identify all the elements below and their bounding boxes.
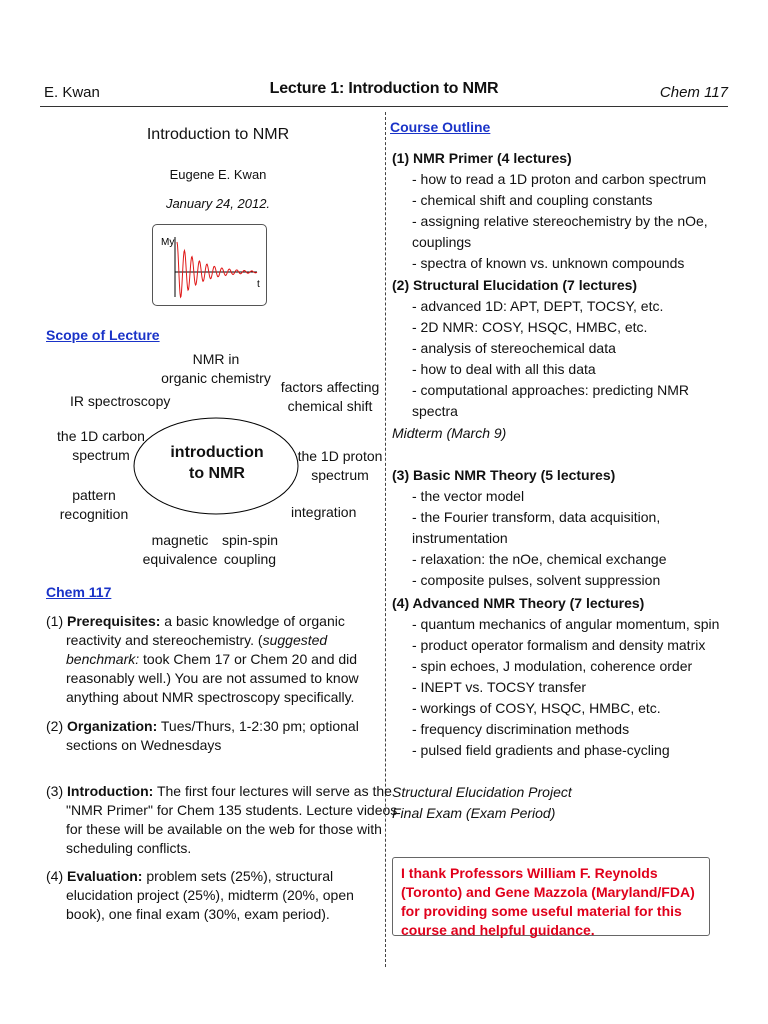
outline-link[interactable]: Course Outline [390, 119, 491, 135]
outline-section-2 [392, 275, 732, 422]
intro-heading: Introduction to NMR [146, 126, 290, 143]
intro-author: Eugene E. Kwan [169, 167, 267, 182]
fid-figure [152, 224, 267, 306]
list-item: - computational approaches: predicting NMR spectra [412, 382, 690, 419]
list-item: - spectra of known vs. unknown compounds [412, 255, 685, 271]
info-item-organization: (2) Organization: Tues/Thurs, 1-2:30 pm; optional sections on Wednesdays [46, 718, 359, 753]
midterm-note: Midterm (March 9) [392, 425, 507, 441]
info-item-prerequisites: (1) Prerequisites: a basic knowledge of organic reactivity and stereochemistry. (suggested benchmark: took Chem 17 or Chem 20 and did reasonably well.) You are not assumed to know anything about NMR spectroscopy specifically. [46, 613, 359, 705]
list-item: - 2D NMR: COSY, HSQC, HMBC, etc. [412, 319, 648, 335]
concept-diagram [46, 348, 382, 578]
page-title: Lecture 1: Introduction to NMR [269, 80, 499, 97]
diagram-factors: factors affecting chemical shift [280, 379, 380, 414]
scope-link[interactable]: Scope of Lecture [46, 327, 160, 343]
list-item: - advanced 1D: APT, DEPT, TOCSY, etc. [412, 298, 664, 314]
list-item: - product operator formalism and density matrix [412, 637, 706, 653]
diagram-center-line1: introduction [170, 444, 264, 461]
fid-plot [153, 225, 266, 305]
section-title: (4) Advanced NMR Theory (7 lectures) [392, 595, 645, 611]
list-item: - workings of COSY, HSQC, HMBC, etc. [412, 700, 661, 716]
info-item-evaluation: (4) Evaluation: problem sets (25%), structural elucidation project (25%), midterm (20%, open book), one final exam (30%, exam period). [46, 868, 354, 922]
list-item: - pulsed field gradients and phase-cycling [412, 742, 670, 758]
list-item: - the Fourier transform, data acquisition, instrumentation [412, 509, 661, 546]
fid-decay-curve [177, 242, 257, 297]
list-item: - relaxation: the nOe, chemical exchange [412, 551, 667, 567]
section-title: (3) Basic NMR Theory (5 lectures) [392, 467, 616, 483]
intro-date: January 24, 2012. [165, 196, 271, 211]
diagram-center [162, 442, 272, 484]
list-item: - spin echoes, J modulation, coherence order [412, 658, 693, 674]
final-exam-note: Final Exam (Exam Period) [392, 805, 556, 821]
acknowledgement-box: I thank Professors William F. Reynolds (Toronto) and Gene Mazzola (Maryland/FDA) for providing some useful material for this course and helpful guidance. [392, 857, 710, 936]
list-item: - chemical shift and coupling constants [412, 192, 653, 208]
chem-link[interactable]: Chem 117 [46, 584, 112, 600]
list-item: - how to deal with all this data [412, 361, 596, 377]
author-name: E. Kwan [44, 84, 100, 101]
outline-section-4 [392, 593, 732, 761]
diagram-magnetic: magnetic equivalence [142, 532, 218, 567]
diagram-carbon: the 1D carbon spectrum [57, 428, 145, 463]
outline-section-3 [392, 465, 732, 591]
fid-y-label: My [161, 237, 175, 248]
list-item: - frequency discrimination methods [412, 721, 630, 737]
diagram-nmr-organic: NMR in organic chemistry [161, 351, 271, 386]
info-item-introduction: (3) Introduction: The first four lectures will serve as the "NMR Primer" for Chem 135 students. Lecture videos for these will be available on the web for those with scheduling conflicts. [46, 783, 398, 856]
diagram-pattern: pattern recognition [59, 487, 129, 522]
course-code: Chem 117 [659, 84, 728, 101]
diagram-center-line2: to NMR [189, 465, 245, 482]
fid-x-label: t [257, 279, 260, 290]
list-item: - quantum mechanics of angular momentum, spin [412, 616, 720, 632]
outline-section-1 [392, 148, 732, 274]
diagram-ir: IR spectroscopy [70, 393, 171, 409]
list-item: - analysis of stereochemical data [412, 340, 616, 356]
list-item: - composite pulses, solvent suppression [412, 572, 661, 588]
list-item: - how to read a 1D proton and carbon spectrum [412, 171, 707, 187]
header-rule [40, 106, 728, 107]
section-title: (1) NMR Primer (4 lectures) [392, 150, 572, 166]
project-note: Structural Elucidation Project [392, 784, 572, 800]
section-title: (2) Structural Elucidation (7 lectures) [392, 277, 638, 293]
list-item: - INEPT vs. TOCSY transfer [412, 679, 587, 695]
diagram-spinspin: spin-spin coupling [221, 532, 279, 567]
diagram-proton: the 1D proton spectrum [297, 448, 383, 483]
list-item: - the vector model [412, 488, 525, 504]
list-item: - assigning relative stereochemistry by the nOe, couplings [412, 213, 708, 250]
diagram-integration: integration [291, 504, 357, 520]
